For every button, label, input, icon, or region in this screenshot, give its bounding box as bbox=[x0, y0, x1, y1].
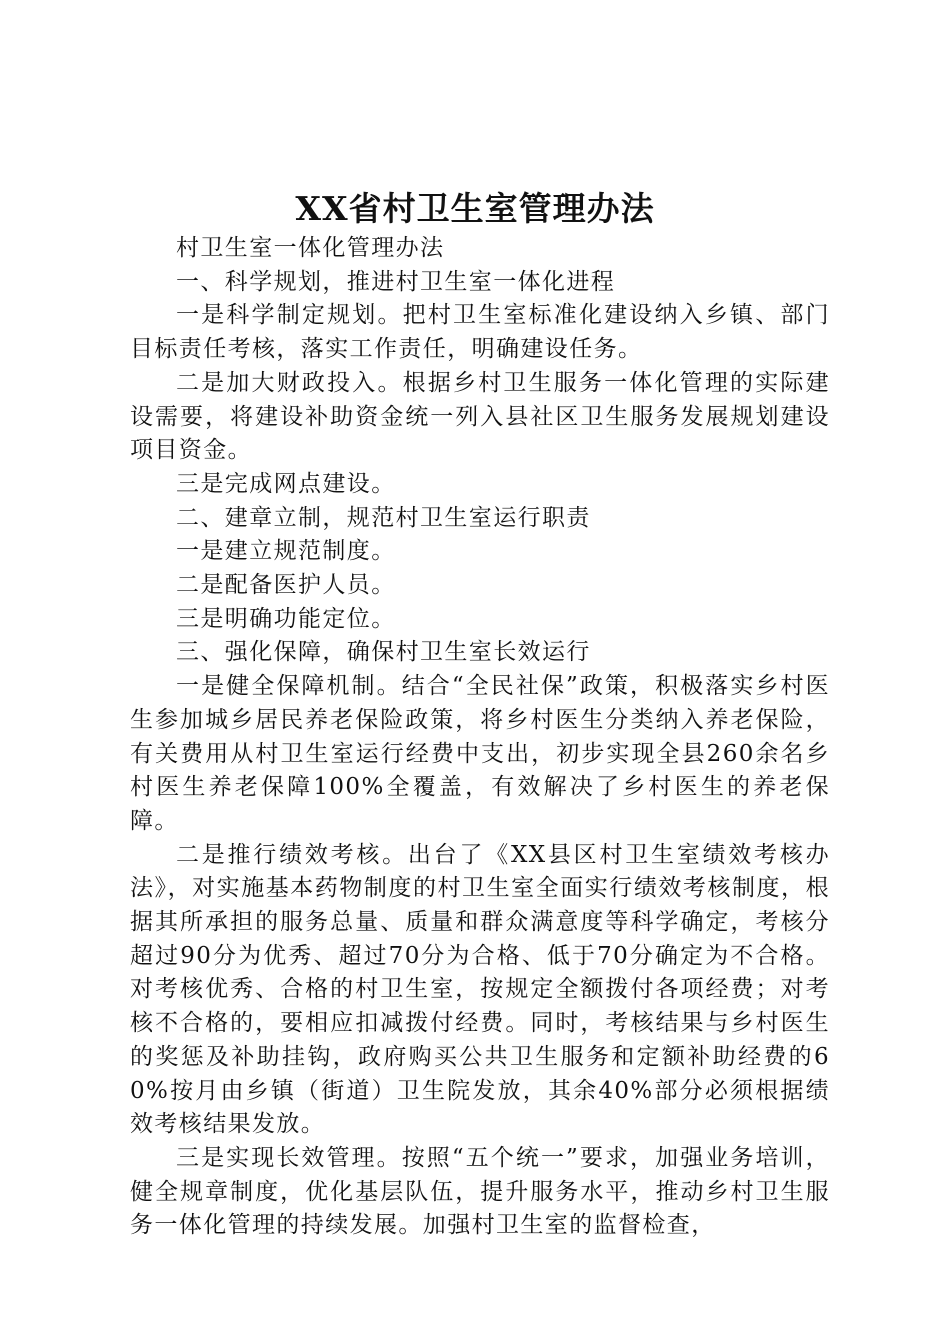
paragraph: 一是健全保障机制。结合“全民社保”政策，积极落实乡村医生参加城乡居民养老保险政策，将乡村医生分类纳入养老保险，有关费用从村卫生室运行经费中支出，初步实现全县260余名乡村医生养老保障100%全覆盖，有效解决了乡村医生的养老保障。 bbox=[130, 673, 830, 834]
section-heading-2: 二、建章立制，规范村卫生室运行职责 bbox=[176, 504, 591, 531]
document-title: XX省村卫生室管理办法 bbox=[295, 189, 655, 228]
paragraph-subtitle: 村卫生室一体化管理办法 bbox=[176, 235, 445, 261]
paragraph: 三是明确功能定位。 bbox=[176, 605, 396, 632]
paragraph: 一是科学制定规划。把村卫生室标准化建设纳入乡镇、部门目标责任考核，落实工作责任，明确建设任务。 bbox=[130, 302, 830, 363]
section-heading-1: 一、科学规划，推进村卫生室一体化进程 bbox=[176, 268, 616, 295]
paragraph: 二是配备医护人员。 bbox=[176, 572, 396, 599]
paragraph: 三是完成网点建设。 bbox=[176, 470, 396, 497]
paragraph: 二是加大财政投入。根据乡村卫生服务一体化管理的实际建设需要，将建设补助资金统一列入县社区卫生服务发展规划建设项目资金。 bbox=[130, 369, 830, 464]
paragraph: 一是建立规范制度。 bbox=[176, 538, 396, 565]
paragraph: 二是推行绩效考核。出台了《XX县区村卫生室绩效考核办法》，对实施基本药物制度的村卫生室全面实行绩效考核制度，根据其所承担的服务总量、质量和群众满意度等科学确定，考核分超过90分为优秀、超过70分为合格、低于70分确定为不合格。对考核优秀、合格的村卫生室，按规定全额拨付各项经费；对考核不合格的，要相应扣减拨付经费。同时，考核结果与乡村医生的奖惩及补助挂钩，政府购买公共卫生服务和定额补助经费的60%按月由乡镇（街道）卫生院发放，其余40%部分必须根据绩效考核结果发放。 bbox=[130, 841, 830, 1138]
paragraph: 三是实现长效管理。按照“五个统一”要求，加强业务培训，健全规章制度，优化基层队伍，提升服务水平，推动乡村卫生服务一体化管理的持续发展。加强村卫生室的监督检查， bbox=[130, 1144, 830, 1239]
document-body bbox=[130, 232, 830, 1243]
section-heading-3: 三、强化保障，确保村卫生室长效运行 bbox=[176, 639, 591, 666]
